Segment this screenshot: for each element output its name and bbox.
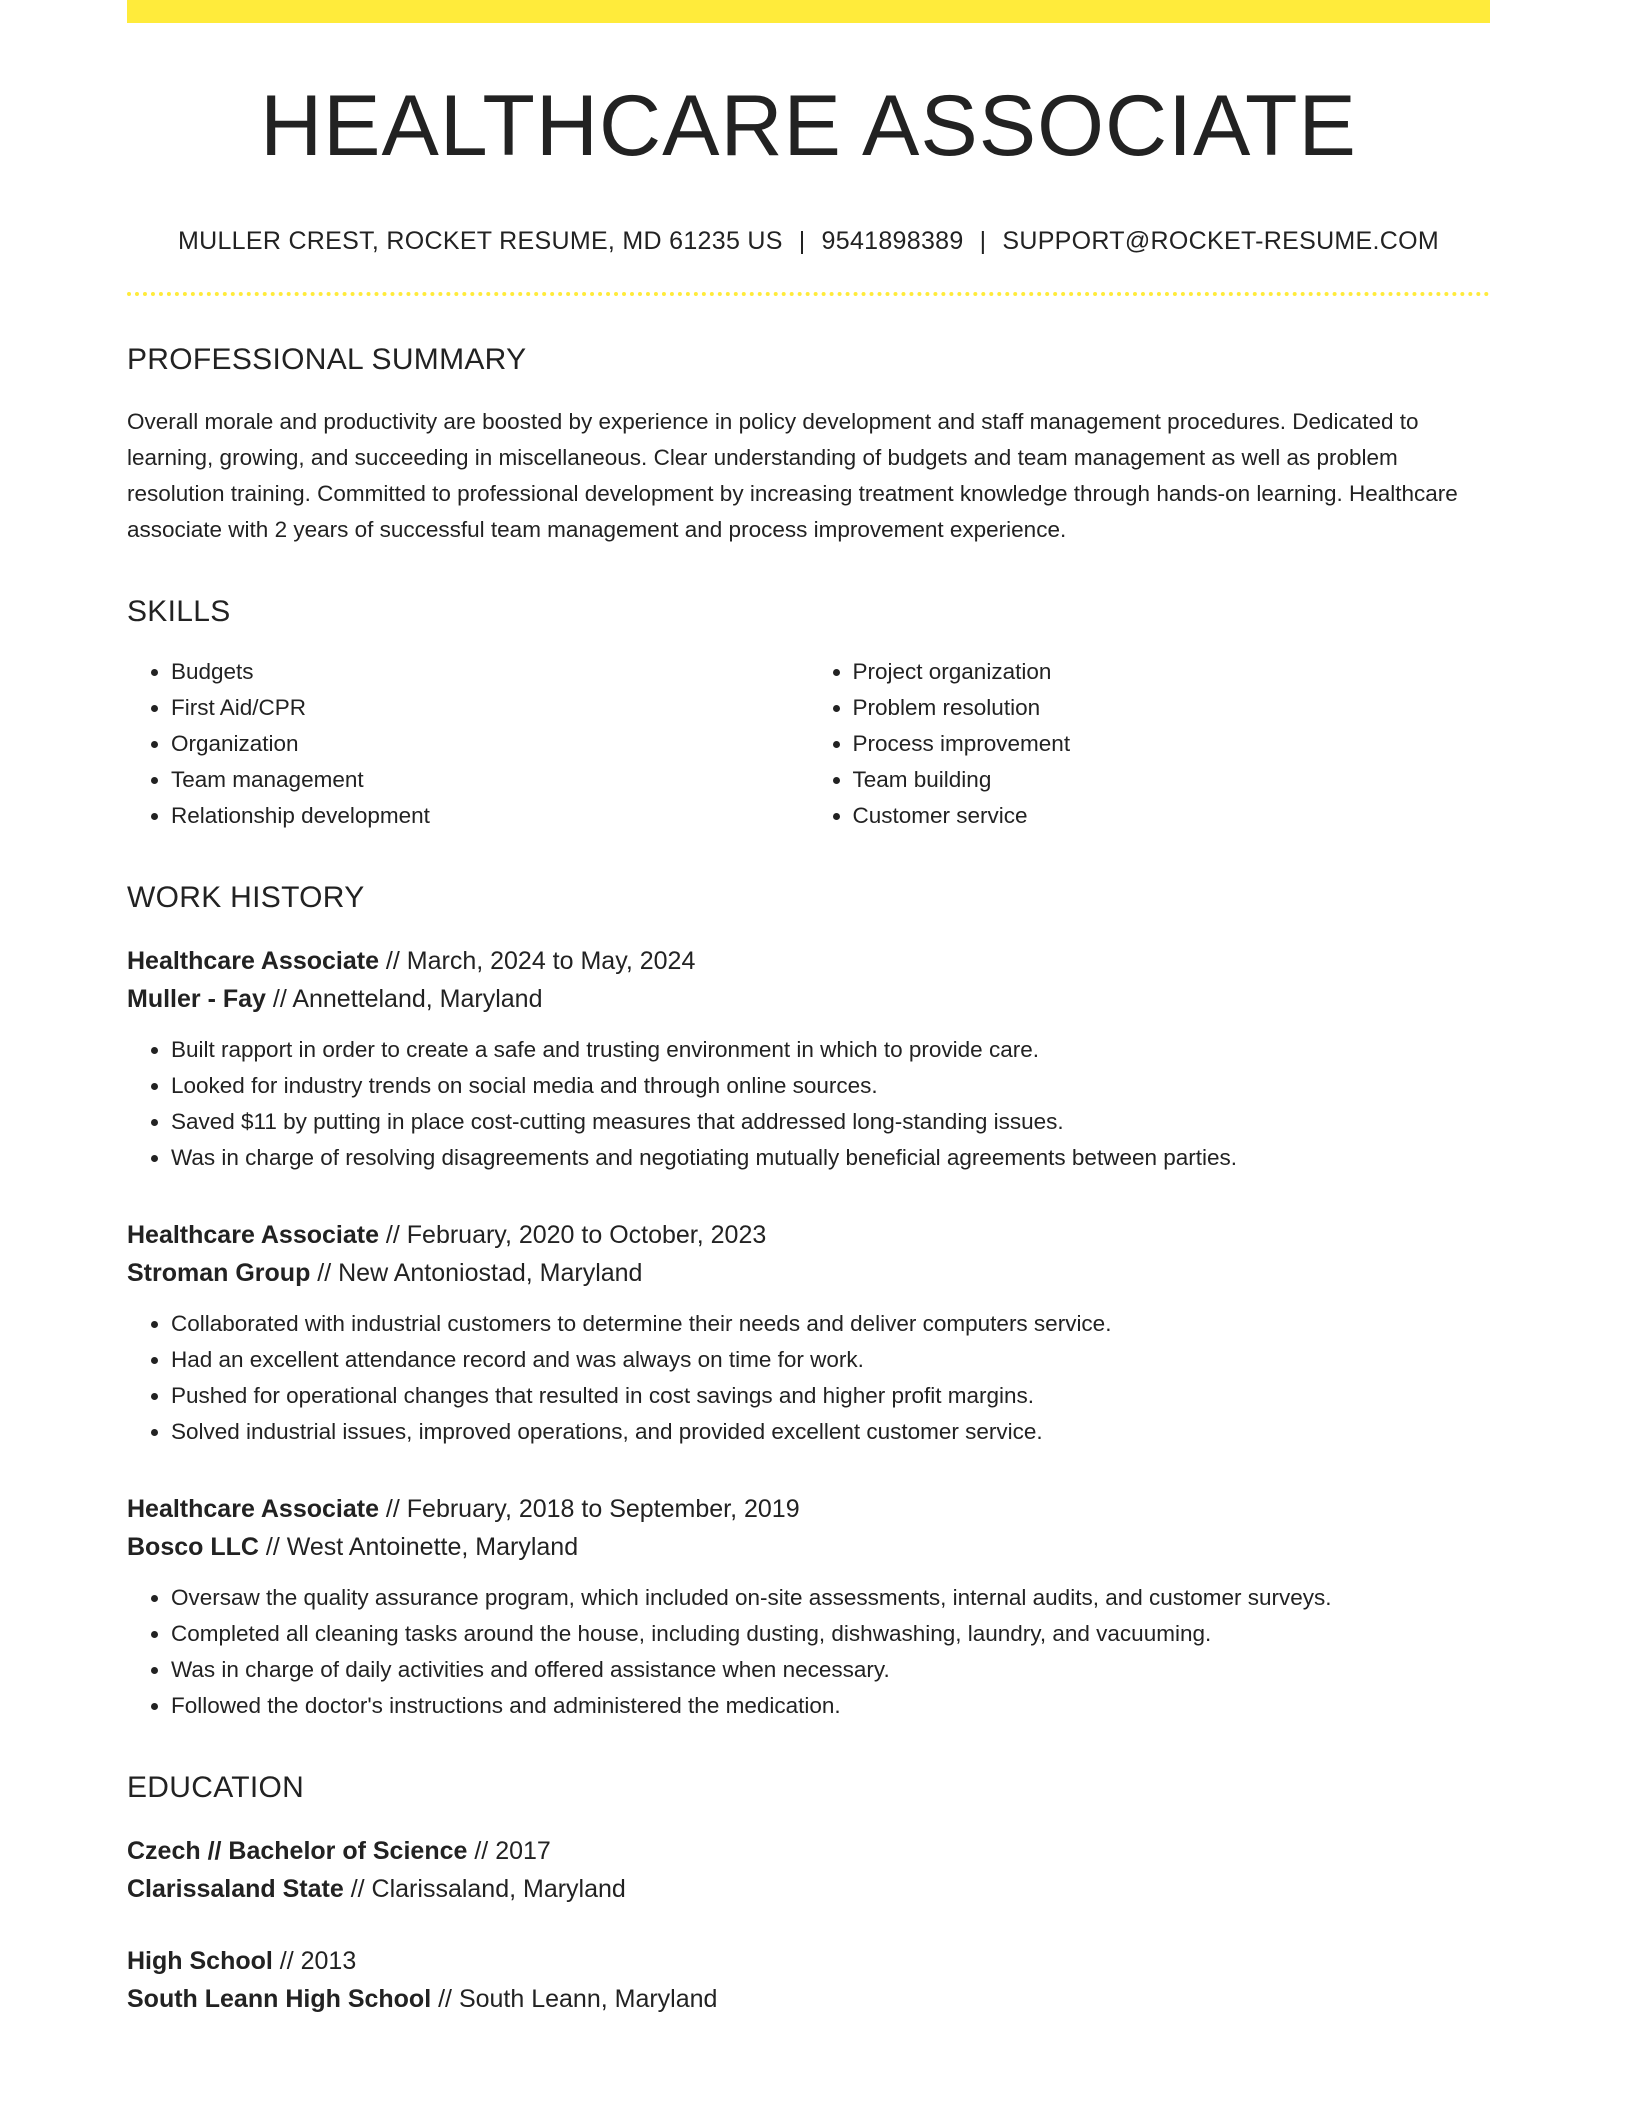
job-bullets [127,1306,1490,1450]
summary-text: Overall morale and productivity are boosted by experience in policy development and staff management procedures. Dedicated to learning, growing, and succeeding in miscellaneous. Clear understanding of budgets and team management as well as problem resolution training. Committed to professional development by increasing treatment knowledge through hands-on learning. Healthcare associate with 2 years of successful team management and process improvement experience. [127,408,1458,542]
education-school-line [127,1870,1490,1908]
skills-column-right [809,654,1491,834]
dotted-divider [127,292,1490,296]
education-year: // 2017 [467,1836,551,1865]
job-company: Bosco LLC [127,1532,259,1561]
summary-heading: PROFESSIONAL SUMMARY [127,342,527,376]
skills-heading: SKILLS [127,594,231,628]
education-location: // South Leann, Maryland [431,1984,718,2013]
accent-top-bar [127,0,1490,23]
job-bullets [127,1032,1490,1176]
job-bullet: • Looked for industry trends on social media and through online sources. [171,1068,1490,1104]
job-title-line [127,1490,1490,1528]
resume-content [127,23,1490,2018]
job-bullet: • Completed all cleaning tasks around the house, including dusting, dishwashing, laundry, and vacuuming. [171,1616,1490,1652]
job-bullet: • Had an excellent attendance record and was always on time for work. [171,1342,1490,1378]
job-bullet: • Followed the doctor's instructions and administered the medication. [171,1688,1490,1724]
job-entry [127,1216,1490,1450]
contact-line [127,226,1490,256]
job-bullet: • Collaborated with industrial customers to determine their needs and deliver computers service. [171,1306,1490,1342]
skills-column-left [127,654,809,834]
job-dates: // February, 2018 to September, 2019 [378,1494,800,1523]
skill-item: • Budgets [171,654,809,690]
education-degree-line [127,1832,1490,1870]
skill-item: • Process improvement [853,726,1491,762]
job-bullet: • Pushed for operational changes that resulted in cost savings and higher profit margins. [171,1378,1490,1414]
job-bullet: • Saved $11 by putting in place cost-cutting measures that addressed long-standing issues. [171,1104,1490,1140]
job-entry [127,1490,1490,1724]
job-company-line [127,1254,1490,1292]
education-degree-line [127,1942,1490,1980]
education-degree: Czech // Bachelor of Science [127,1836,468,1865]
job-title-line [127,942,1490,980]
job-role: Healthcare Associate [127,1220,379,1249]
education-entry [127,1832,1490,1908]
education-degree: High School [127,1946,273,1975]
skill-item: • Team management [171,762,809,798]
job-bullets [127,1580,1490,1724]
job-location: // Annetteland, Maryland [265,984,543,1013]
skills-list [127,654,1490,834]
job-role: Healthcare Associate [127,946,379,975]
job-title-line [127,1216,1490,1254]
job-bullet: • Oversaw the quality assurance program, which included on-site assessments, internal audits, and customer surveys. [171,1580,1490,1616]
resume-name: HEALTHCARE ASSOCIATE [260,78,1357,174]
job-company: Muller - Fay [127,984,266,1013]
education-school-line [127,1980,1490,2018]
work-history-heading: WORK HISTORY [127,880,365,914]
skill-item: • Team building [853,762,1491,798]
job-company-line [127,1528,1490,1566]
job-company: Stroman Group [127,1258,311,1287]
education-school: Clarissaland State [127,1874,344,1903]
job-company-line [127,980,1490,1018]
contact-phone: 9541898389 [821,226,964,255]
education-entry [127,1942,1490,2018]
education-school: South Leann High School [127,1984,432,2013]
contact-separator: | [979,226,987,255]
contact-separator: | [798,226,806,255]
skill-item: • First Aid/CPR [171,690,809,726]
job-entry [127,942,1490,1176]
job-bullet: • Built rapport in order to create a safe and trusting environment in which to provide care. [171,1032,1490,1068]
contact-address: MULLER CREST, ROCKET RESUME, MD 61235 US [177,226,783,255]
skill-item: • Relationship development [171,798,809,834]
skill-item: • Organization [171,726,809,762]
job-dates: // February, 2020 to October, 2023 [378,1220,767,1249]
skill-item: • Problem resolution [853,690,1491,726]
job-dates: // March, 2024 to May, 2024 [378,946,696,975]
job-location: // New Antoniostad, Maryland [310,1258,643,1287]
contact-email: SUPPORT@ROCKET-RESUME.COM [1002,226,1440,255]
education-heading: EDUCATION [127,1770,305,1804]
skill-item: • Customer service [853,798,1491,834]
education-location: // Clarissaland, Maryland [343,1874,626,1903]
job-bullet: • Solved industrial issues, improved operations, and provided excellent customer service. [171,1414,1490,1450]
job-location: // West Antoinette, Maryland [258,1532,579,1561]
job-role: Healthcare Associate [127,1494,379,1523]
job-bullet: • Was in charge of daily activities and offered assistance when necessary. [171,1652,1490,1688]
job-bullet: • Was in charge of resolving disagreements and negotiating mutually beneficial agreements between parties. [171,1140,1490,1176]
education-year: // 2013 [272,1946,357,1975]
skill-item: • Project organization [853,654,1491,690]
